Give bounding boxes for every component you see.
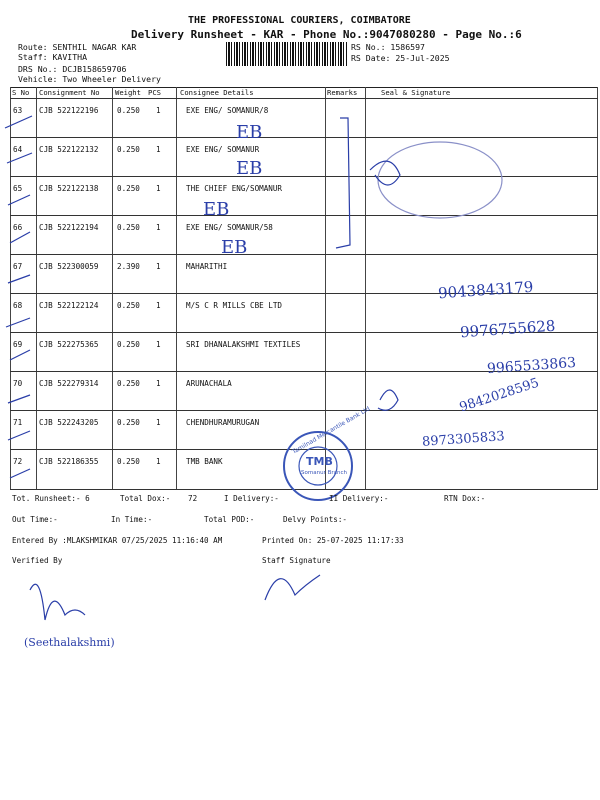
stamp-branch: Somanur Branch (301, 470, 347, 476)
row-sno: 70 (13, 379, 23, 388)
row-sno: 66 (13, 223, 23, 232)
staff-signature-label: Staff Signature (262, 556, 331, 565)
row-consignment: CJB 522122124 (39, 301, 99, 310)
row-pcs: 1 (156, 418, 161, 427)
signature-scribble (378, 390, 398, 410)
row-weight: 0.250 (117, 106, 140, 115)
tick-mark (8, 395, 30, 403)
in-time: In Time:- (111, 515, 153, 524)
row-consignee: MAHARITHI (186, 262, 228, 271)
row-weight: 0.250 (117, 145, 140, 154)
runsheet-subtitle: Delivery Runsheet - KAR - Phone No.:9047080280 - Page No.:6 (131, 28, 522, 41)
row-consignment: CJB 522122132 (39, 145, 99, 154)
row-consignment: CJB 522300059 (39, 262, 99, 271)
col-remarks: Remarks (327, 88, 358, 97)
col-consignee: Consignee Details (180, 88, 254, 97)
row-consignee: EXE ENG/ SOMANUR (186, 145, 260, 154)
handwritten-phone: 9043843179 (437, 277, 534, 303)
tick-mark (8, 431, 30, 440)
bracket-mark (336, 118, 350, 248)
row-pcs: 1 (156, 223, 161, 232)
row-consignment: CJB 522279314 (39, 379, 99, 388)
row-sno: 67 (13, 262, 23, 271)
entered-by: Entered By :MLAKSHMIKAR 07/25/2025 11:16:40 AM (12, 536, 223, 545)
signature-scribble (370, 161, 400, 185)
row-sno: 68 (13, 301, 23, 310)
route-label: Route: SENTHIL NAGAR KAR (18, 42, 137, 52)
ii-delivery: II Delivery:- (329, 494, 389, 503)
row-consignee: ARUNACHALA (186, 379, 232, 388)
handwritten-phone: 9976755628 (459, 316, 556, 342)
row-consignment: CJB 522122138 (39, 184, 99, 193)
tick-mark (10, 350, 30, 360)
stamp-logo: TMB (306, 455, 333, 468)
total-dox-label: Total Dox:- (120, 494, 171, 503)
row-weight: 0.250 (117, 301, 140, 310)
col-pcs: PCS (148, 88, 161, 97)
col-consignment: Consignment No (39, 88, 100, 97)
row-pcs: 1 (156, 457, 161, 466)
total-runsheet: Tot. Runsheet:- 6 (12, 494, 90, 503)
handwritten-name: (Seethalakshmi) (24, 636, 115, 649)
row-weight: 0.250 (117, 184, 140, 193)
out-time: Out Time:- (12, 515, 58, 524)
row-consignee: EXE ENG/ SOMANUR/8 (186, 106, 269, 115)
col-weight: Weight (115, 88, 141, 97)
row-consignee: CHENDHURAMURUGAN (186, 418, 260, 427)
row-consignment: CJB 522275365 (39, 340, 99, 349)
row-weight: 0.250 (117, 340, 140, 349)
row-consignee: EXE ENG/ SOMANUR/58 (186, 223, 273, 232)
handwritten-eb: EB (203, 199, 230, 220)
verified-signature (30, 584, 85, 620)
handwritten-phone: 8973305833 (421, 429, 506, 450)
row-weight: 0.250 (117, 379, 140, 388)
col-seal-signature: Seal & Signature (381, 88, 451, 97)
handwritten-eb: EB (236, 122, 263, 143)
tick-mark (8, 275, 30, 283)
rs-date: RS Date: 25-Jul-2025 (351, 53, 450, 63)
staff-signature-scribble (265, 575, 320, 600)
row-sno: 72 (13, 457, 23, 466)
row-pcs: 1 (156, 184, 161, 193)
verified-by-label: Verified By (12, 556, 63, 565)
row-pcs: 1 (156, 262, 161, 271)
row-consignment: CJB 522186355 (39, 457, 99, 466)
row-consignment: CJB 522122194 (39, 223, 99, 232)
row-consignment: CJB 522243205 (39, 418, 99, 427)
row-pcs: 1 (156, 106, 161, 115)
rs-number: RS No.: 1586597 (351, 42, 425, 52)
tick-mark (10, 232, 30, 243)
row-weight: 2.390 (117, 262, 140, 271)
row-pcs: 1 (156, 379, 161, 388)
row-sno: 71 (13, 418, 23, 427)
row-consignment: CJB 522122196 (39, 106, 99, 115)
i-delivery: I Delivery:- (224, 494, 279, 503)
row-pcs: 1 (156, 340, 161, 349)
handwritten-phone: 9965533863 (486, 354, 577, 378)
delvy-points: Delvy Points:- (283, 515, 348, 524)
handwritten-phone: 9842028595 (457, 375, 542, 416)
tick-mark (7, 153, 32, 163)
row-pcs: 1 (156, 301, 161, 310)
drs-number: DRS No.: DCJB158659706 (18, 64, 127, 74)
row-sno: 64 (13, 145, 23, 154)
rtn-dox: RTN Dox:- (444, 494, 486, 503)
row-weight: 0.250 (117, 223, 140, 232)
row-consignee: TMB BANK (186, 457, 223, 466)
handwritten-eb: EB (221, 237, 248, 258)
tick-mark (6, 318, 30, 327)
total-pod: Total POD:- (204, 515, 255, 524)
stamp-bank-name: Tamilnad Mercantile Bank Ltd (291, 405, 372, 456)
vehicle-label: Vehicle: Two Wheeler Delivery (18, 74, 161, 84)
row-sno: 65 (13, 184, 23, 193)
total-dox-value: 72 (188, 494, 198, 503)
row-consignee: THE CHIEF ENG/SOMANUR (186, 184, 283, 193)
tick-mark (5, 116, 32, 128)
row-pcs: 1 (156, 145, 161, 154)
row-consignee: M/S C R MILLS CBE LTD (186, 301, 283, 310)
company-title: THE PROFESSIONAL COURIERS, COIMBATORE (188, 15, 411, 26)
row-consignee: SRI DHANALAKSHMI TEXTILES (186, 340, 301, 349)
row-weight: 0.250 (117, 457, 140, 466)
row-weight: 0.250 (117, 418, 140, 427)
tick-mark (10, 469, 30, 478)
tick-mark (8, 195, 30, 205)
row-sno: 69 (13, 340, 23, 349)
row-sno: 63 (13, 106, 23, 115)
printed-on: Printed On: 25-07-2025 11:17:33 (262, 536, 404, 545)
col-sno: S No (12, 88, 30, 97)
handwritten-eb: EB (236, 158, 263, 179)
staff-label: Staff: KAVITHA (18, 52, 88, 62)
